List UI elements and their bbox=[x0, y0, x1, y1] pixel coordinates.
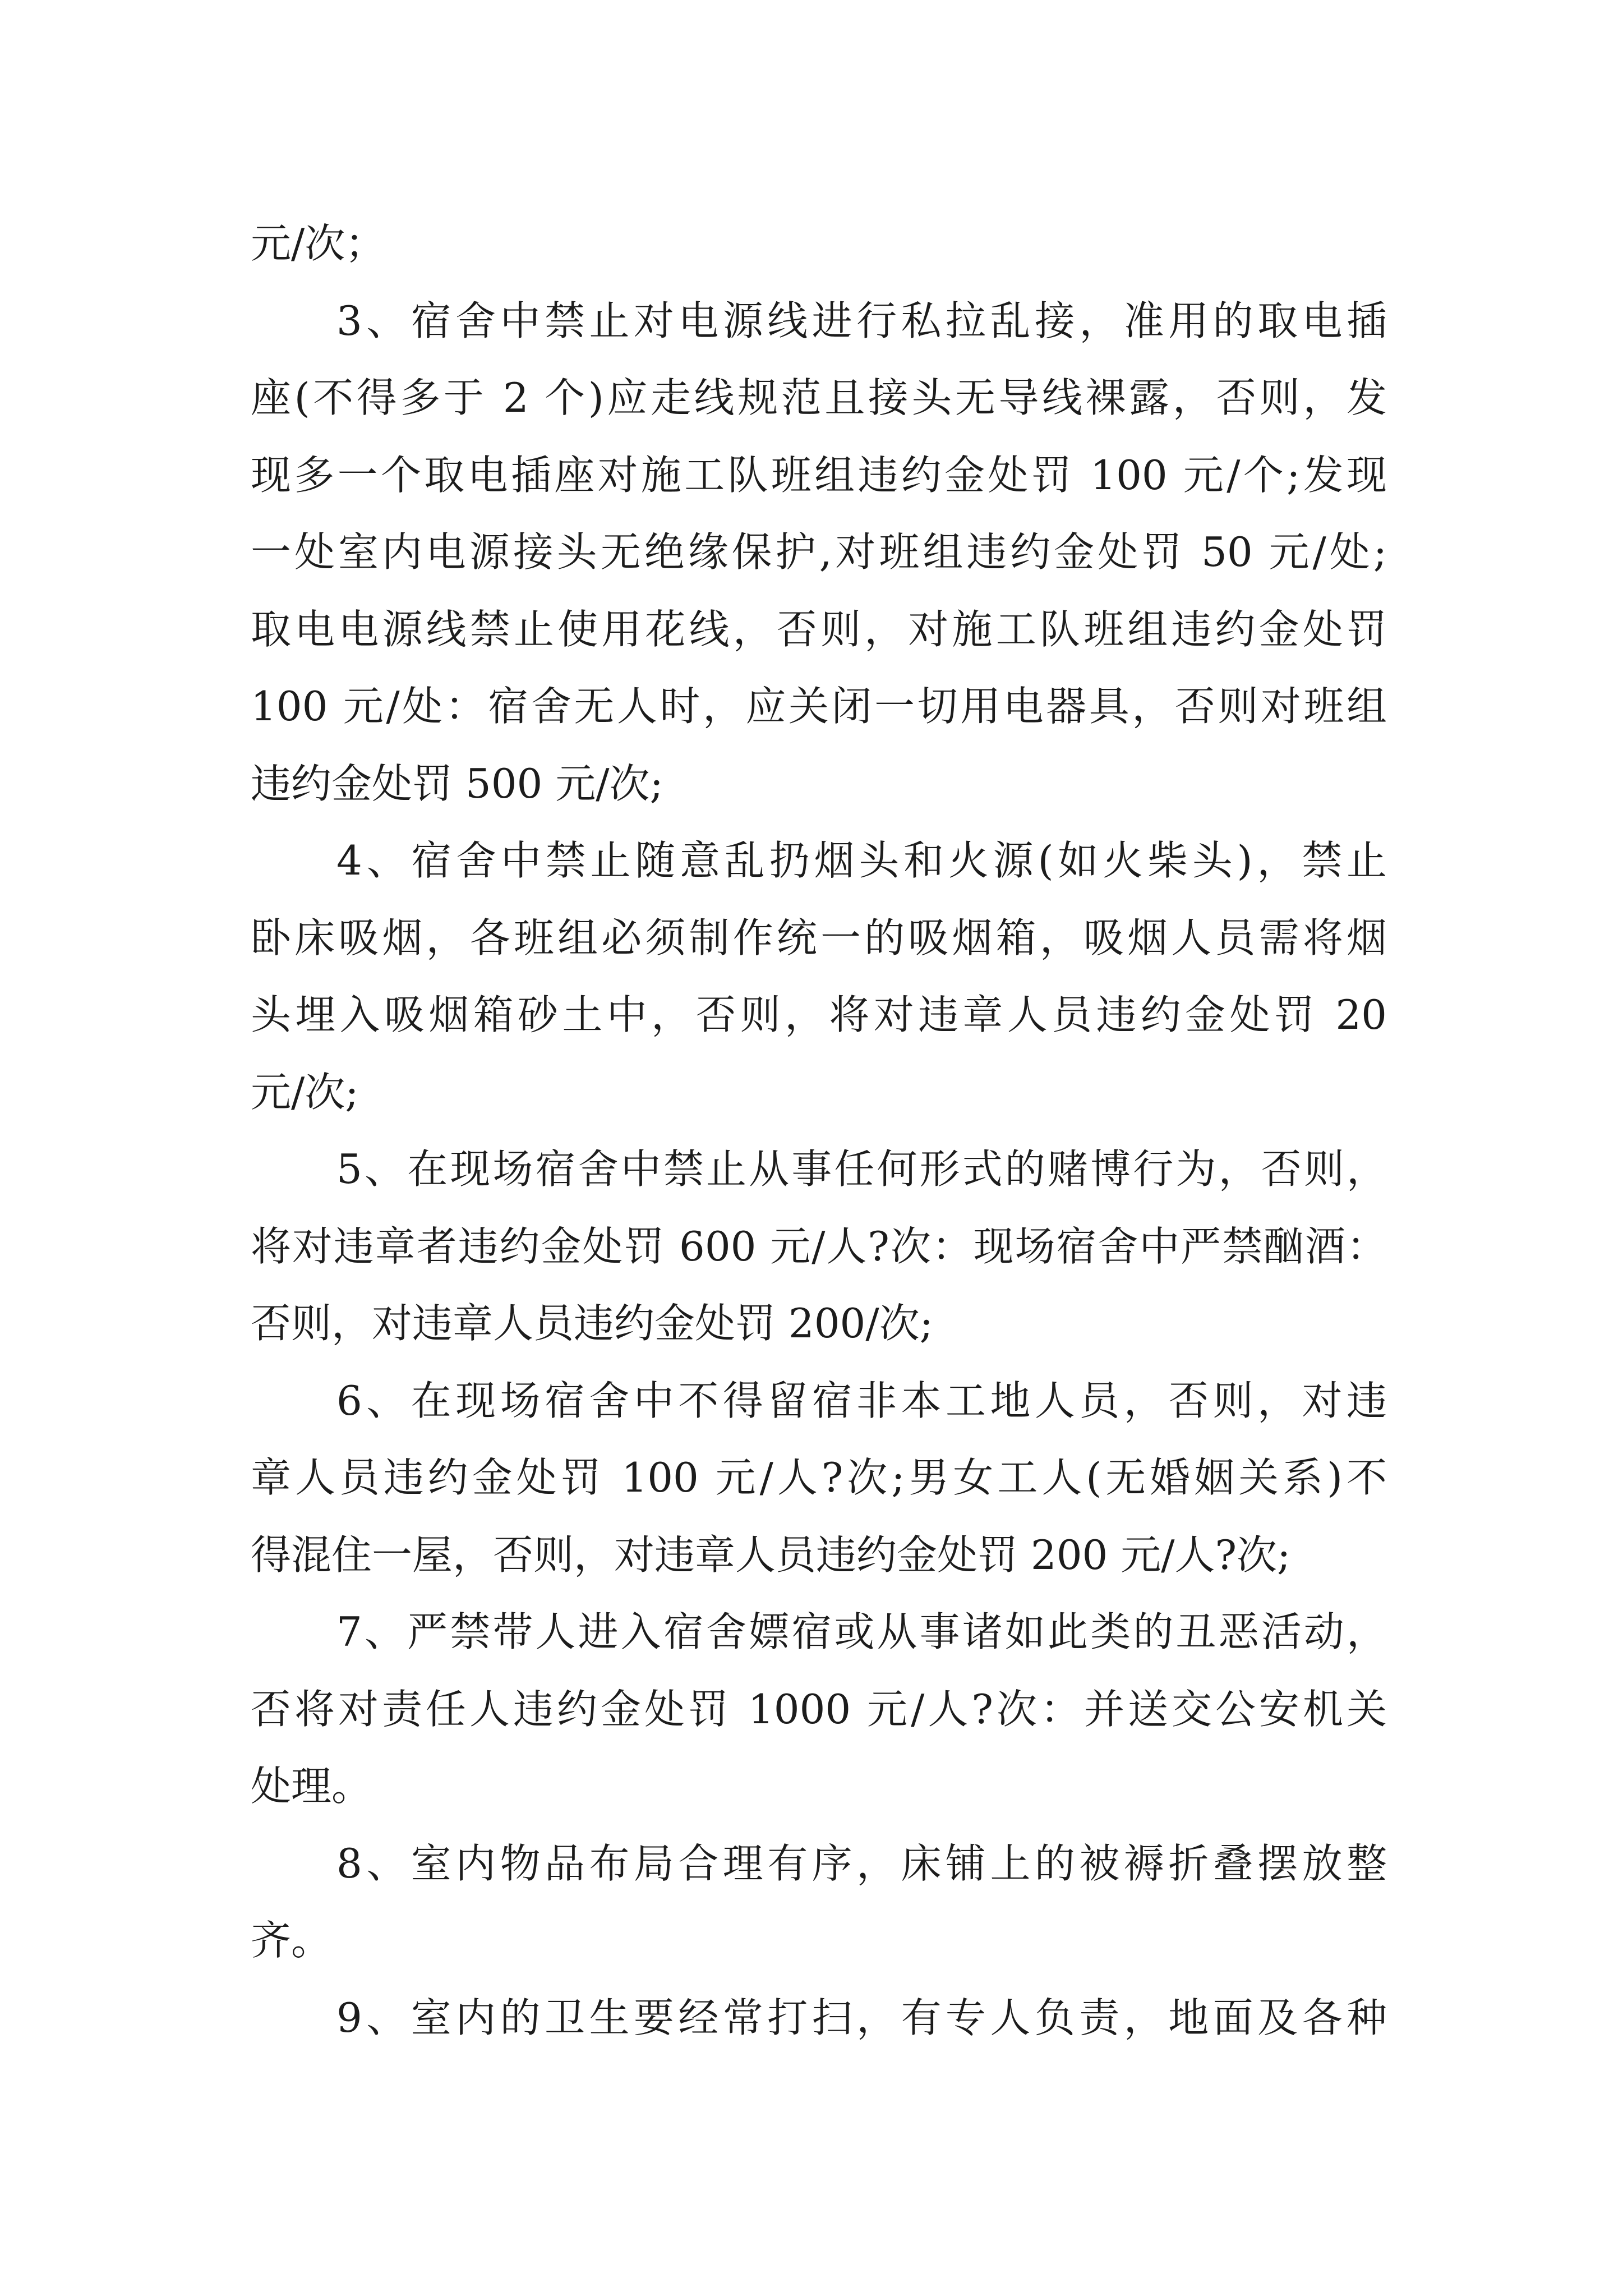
text-line: 100 元/处：宿舍无人时，应关闭一切用电器具，否则对班组 bbox=[251, 683, 1387, 730]
text-line: 取电电源线禁止使用花线，否则，对施工队班组违约金处罚 bbox=[251, 605, 1387, 653]
text-line: 卧床吸烟，各班组必须制作统一的吸烟箱，吸烟人员需将烟 bbox=[251, 914, 1387, 961]
paragraph bbox=[251, 1594, 1387, 1825]
text-line: 6、在现场宿舍中不得留宿非本工地人员，否则，对违 bbox=[336, 1377, 1387, 1424]
text-line: 得混住一屋，否则，对违章人员违约金处罚 200 元/人?次; bbox=[251, 1531, 1291, 1579]
paragraph bbox=[251, 822, 1387, 1131]
text-line: 8、室内物品布局合理有序，床铺上的被褥折叠摆放整 bbox=[336, 1839, 1387, 1887]
text-line: 现多一个取电插座对施工队班组违约金处罚 100 元/个;发现 bbox=[251, 451, 1387, 499]
text-line: 否将对责任人违约金处罚 1000 元/人?次：并送交公安机关 bbox=[251, 1685, 1387, 1733]
text-line: 否则，对违章人员违约金处罚 200/次; bbox=[251, 1300, 933, 1347]
text-line: 元/次； bbox=[251, 220, 386, 267]
text-line: 一处室内电源接头无绝缘保护,对班组违约金处罚 50 元/处; bbox=[251, 528, 1387, 576]
text-line: 齐。 bbox=[251, 1917, 332, 1964]
paragraph bbox=[251, 283, 1387, 823]
paragraph bbox=[251, 1825, 1387, 1980]
text-line: 处理。 bbox=[251, 1763, 372, 1810]
paragraph bbox=[251, 1363, 1387, 1594]
text-line: 5、在现场宿舍中禁止从事任何形式的赌博行为，否则， bbox=[336, 1145, 1387, 1193]
document-body bbox=[251, 205, 1387, 2056]
paragraph bbox=[251, 1980, 1387, 2057]
text-line: 章人员违约金处罚 100 元/人?次;男女工人(无婚姻关系)不 bbox=[251, 1454, 1387, 1501]
text-line: 座(不得多于 2 个)应走线规范且接头无导线裸露，否则，发 bbox=[251, 374, 1387, 421]
text-line: 9、室内的卫生要经常打扫，有专人负责，地面及各种 bbox=[336, 1994, 1387, 2041]
text-line: 3、宿舍中禁止对电源线进行私拉乱接，准用的取电插 bbox=[336, 297, 1387, 344]
text-line: 头埋入吸烟箱砂土中，否则，将对违章人员违约金处罚 20 bbox=[251, 991, 1387, 1038]
text-line: 将对违章者违约金处罚 600 元/人?次：现场宿舍中严禁酗酒： bbox=[251, 1222, 1387, 1270]
text-line: 违约金处罚 500 元/次; bbox=[251, 760, 663, 807]
paragraph bbox=[251, 1131, 1387, 1363]
text-line: 4、宿舍中禁止随意乱扔烟头和火源(如火柴头)，禁止 bbox=[336, 837, 1387, 884]
text-line: 7、严禁带人进入宿舍嫖宿或从事诸如此类的丑恶活动， bbox=[336, 1608, 1387, 1655]
paragraph bbox=[251, 205, 1387, 283]
text-line: 元/次; bbox=[251, 1068, 359, 1116]
